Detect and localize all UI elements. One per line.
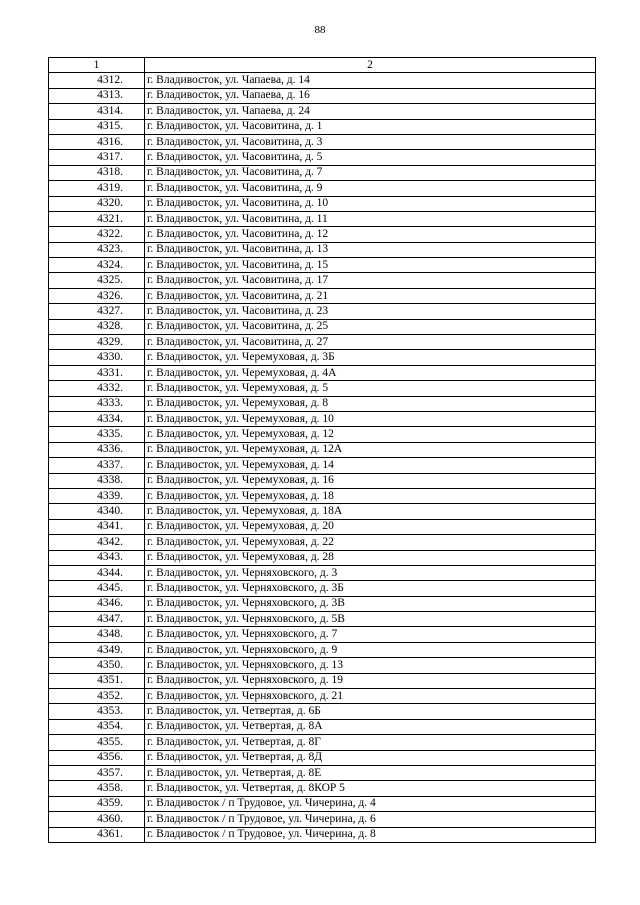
row-number-cell: 4333.: [49, 396, 145, 411]
table-row: [49, 750, 596, 765]
address-cell: г. Владивосток, ул. Черемуховая, д. 8: [145, 396, 596, 411]
table-row: [49, 104, 596, 119]
table-row: [49, 719, 596, 734]
address-cell: г. Владивосток, ул. Черняховского, д. 21: [145, 689, 596, 704]
address-cell: г. Владивосток, ул. Черемуховая, д. 14: [145, 458, 596, 473]
table-row: [49, 488, 596, 503]
address-cell: г. Владивосток, ул. Черняховского, д. 5В: [145, 612, 596, 627]
table-row: [49, 689, 596, 704]
row-number-cell: 4320.: [49, 196, 145, 211]
column-header-address: 2: [145, 58, 596, 73]
table-row: [49, 165, 596, 180]
row-number-cell: 4336.: [49, 442, 145, 457]
table-row: [49, 612, 596, 627]
table-row: [49, 796, 596, 811]
row-number-cell: 4332.: [49, 381, 145, 396]
address-cell: г. Владивосток, ул. Часовитина, д. 5: [145, 150, 596, 165]
row-number-cell: 4350.: [49, 658, 145, 673]
table-row: [49, 242, 596, 257]
address-cell: г. Владивосток, ул. Четвертая, д. 8Д: [145, 750, 596, 765]
table-row: [49, 196, 596, 211]
row-number-cell: 4328.: [49, 319, 145, 334]
address-cell: г. Владивосток, ул. Черемуховая, д. 20: [145, 519, 596, 534]
row-number-cell: 4353.: [49, 704, 145, 719]
address-cell: г. Владивосток / п Трудовое, ул. Чичерина, д. 4: [145, 796, 596, 811]
address-cell: г. Владивосток, ул. Черемуховая, д. 16: [145, 473, 596, 488]
table-row: [49, 335, 596, 350]
address-cell: г. Владивосток, ул. Часовитина, д. 7: [145, 165, 596, 180]
row-number-cell: 4358.: [49, 781, 145, 796]
table-row: [49, 519, 596, 534]
row-number-cell: 4337.: [49, 458, 145, 473]
table-header-row: [49, 58, 596, 73]
address-cell: г. Владивосток, ул. Четвертая, д. 6Б: [145, 704, 596, 719]
table-row: [49, 288, 596, 303]
row-number-cell: 4344.: [49, 565, 145, 580]
address-cell: г. Владивосток, ул. Часовитина, д. 25: [145, 319, 596, 334]
address-cell: г. Владивосток, ул. Черняховского, д. 19: [145, 673, 596, 688]
address-table: [48, 57, 596, 843]
address-cell: г. Владивосток / п Трудовое, ул. Чичерина, д. 8: [145, 827, 596, 842]
row-number-cell: 4359.: [49, 796, 145, 811]
address-cell: г. Владивосток, ул. Часовитина, д. 15: [145, 258, 596, 273]
table-row: [49, 781, 596, 796]
address-cell: г. Владивосток, ул. Часовитина, д. 17: [145, 273, 596, 288]
table-row: [49, 411, 596, 426]
address-cell: г. Владивосток, ул. Четвертая, д. 8Е: [145, 765, 596, 780]
address-cell: г. Владивосток, ул. Часовитина, д. 21: [145, 288, 596, 303]
row-number-cell: 4360.: [49, 812, 145, 827]
table-row: [49, 658, 596, 673]
address-cell: г. Владивосток, ул. Черемуховая, д. 12А: [145, 442, 596, 457]
address-cell: г. Владивосток, ул. Черемуховая, д. 18А: [145, 504, 596, 519]
address-cell: г. Владивосток, ул. Часовитина, д. 10: [145, 196, 596, 211]
table-row: [49, 150, 596, 165]
table-row: [49, 119, 596, 134]
address-cell: г. Владивосток, ул. Часовитина, д. 11: [145, 211, 596, 226]
address-cell: г. Владивосток, ул. Черняховского, д. 7: [145, 627, 596, 642]
table-row: [49, 442, 596, 457]
address-cell: г. Владивосток, ул. Четвертая, д. 8КОР 5: [145, 781, 596, 796]
address-cell: г. Владивосток, ул. Часовитина, д. 3: [145, 134, 596, 149]
table-row: [49, 396, 596, 411]
table-row: [49, 427, 596, 442]
row-number-cell: 4331.: [49, 365, 145, 380]
row-number-cell: 4323.: [49, 242, 145, 257]
address-cell: г. Владивосток, ул. Четвертая, д. 8Г: [145, 735, 596, 750]
row-number-cell: 4342.: [49, 535, 145, 550]
row-number-cell: 4327.: [49, 304, 145, 319]
table-row: [49, 673, 596, 688]
table-row: [49, 273, 596, 288]
row-number-cell: 4324.: [49, 258, 145, 273]
table-row: [49, 134, 596, 149]
row-number-cell: 4329.: [49, 335, 145, 350]
address-cell: г. Владивосток, ул. Черемуховая, д. 3Б: [145, 350, 596, 365]
row-number-cell: 4325.: [49, 273, 145, 288]
table-row: [49, 258, 596, 273]
table-row: [49, 765, 596, 780]
row-number-cell: 4313.: [49, 88, 145, 103]
table-row: [49, 304, 596, 319]
row-number-cell: 4319.: [49, 181, 145, 196]
table-row: [49, 73, 596, 88]
address-cell: г. Владивосток, ул. Часовитина, д. 27: [145, 335, 596, 350]
table-row: [49, 181, 596, 196]
table-row: [49, 827, 596, 842]
address-cell: г. Владивосток, ул. Четвертая, д. 8А: [145, 719, 596, 734]
row-number-cell: 4354.: [49, 719, 145, 734]
table-body: [49, 73, 596, 843]
row-number-cell: 4335.: [49, 427, 145, 442]
table-row: [49, 88, 596, 103]
row-number-cell: 4322.: [49, 227, 145, 242]
table-row: [49, 642, 596, 657]
address-cell: г. Владивосток, ул. Черемуховая, д. 28: [145, 550, 596, 565]
address-cell: г. Владивосток, ул. Черемуховая, д. 5: [145, 381, 596, 396]
address-cell: г. Владивосток, ул. Часовитина, д. 1: [145, 119, 596, 134]
row-number-cell: 4312.: [49, 73, 145, 88]
row-number-cell: 4361.: [49, 827, 145, 842]
row-number-cell: 4355.: [49, 735, 145, 750]
address-cell: г. Владивосток, ул. Часовитина, д. 23: [145, 304, 596, 319]
address-cell: г. Владивосток, ул. Чапаева, д. 24: [145, 104, 596, 119]
row-number-cell: 4351.: [49, 673, 145, 688]
row-number-cell: 4348.: [49, 627, 145, 642]
table-row: [49, 812, 596, 827]
table-row: [49, 319, 596, 334]
column-header-number: 1: [49, 58, 145, 73]
table-row: [49, 627, 596, 642]
row-number-cell: 4338.: [49, 473, 145, 488]
row-number-cell: 4314.: [49, 104, 145, 119]
row-number-cell: 4346.: [49, 596, 145, 611]
table-row: [49, 704, 596, 719]
address-cell: г. Владивосток, ул. Часовитина, д. 13: [145, 242, 596, 257]
table-row: [49, 211, 596, 226]
row-number-cell: 4347.: [49, 612, 145, 627]
address-cell: г. Владивосток, ул. Черняховского, д. 13: [145, 658, 596, 673]
address-cell: г. Владивосток, ул. Черняховского, д. 3Б: [145, 581, 596, 596]
table-row: [49, 735, 596, 750]
table-row: [49, 535, 596, 550]
table-row: [49, 565, 596, 580]
address-cell: г. Владивосток / п Трудовое, ул. Чичерина, д. 6: [145, 812, 596, 827]
row-number-cell: 4343.: [49, 550, 145, 565]
row-number-cell: 4317.: [49, 150, 145, 165]
row-number-cell: 4316.: [49, 134, 145, 149]
table-row: [49, 550, 596, 565]
page-number: 88: [314, 24, 326, 36]
address-cell: г. Владивосток, ул. Черняховского, д. 9: [145, 642, 596, 657]
address-cell: г. Владивосток, ул. Черемуховая, д. 10: [145, 411, 596, 426]
table-row: [49, 365, 596, 380]
address-cell: г. Владивосток, ул. Черемуховая, д. 12: [145, 427, 596, 442]
row-number-cell: 4315.: [49, 119, 145, 134]
table-row: [49, 227, 596, 242]
row-number-cell: 4334.: [49, 411, 145, 426]
row-number-cell: 4318.: [49, 165, 145, 180]
row-number-cell: 4340.: [49, 504, 145, 519]
row-number-cell: 4357.: [49, 765, 145, 780]
table-row: [49, 473, 596, 488]
row-number-cell: 4352.: [49, 689, 145, 704]
address-cell: г. Владивосток, ул. Черняховского, д. 3В: [145, 596, 596, 611]
row-number-cell: 4356.: [49, 750, 145, 765]
row-number-cell: 4330.: [49, 350, 145, 365]
address-cell: г. Владивосток, ул. Чапаева, д. 14: [145, 73, 596, 88]
row-number-cell: 4341.: [49, 519, 145, 534]
table-row: [49, 581, 596, 596]
table-row: [49, 596, 596, 611]
row-number-cell: 4321.: [49, 211, 145, 226]
address-cell: г. Владивосток, ул. Часовитина, д. 9: [145, 181, 596, 196]
row-number-cell: 4339.: [49, 488, 145, 503]
address-cell: г. Владивосток, ул. Часовитина, д. 12: [145, 227, 596, 242]
address-cell: г. Владивосток, ул. Черемуховая, д. 22: [145, 535, 596, 550]
address-cell: г. Владивосток, ул. Чапаева, д. 16: [145, 88, 596, 103]
table-row: [49, 350, 596, 365]
row-number-cell: 4349.: [49, 642, 145, 657]
row-number-cell: 4326.: [49, 288, 145, 303]
address-cell: г. Владивосток, ул. Черняховского, д. 3: [145, 565, 596, 580]
table-row: [49, 504, 596, 519]
row-number-cell: 4345.: [49, 581, 145, 596]
table-row: [49, 458, 596, 473]
address-cell: г. Владивосток, ул. Черемуховая, д. 4А: [145, 365, 596, 380]
table-row: [49, 381, 596, 396]
address-cell: г. Владивосток, ул. Черемуховая, д. 18: [145, 488, 596, 503]
